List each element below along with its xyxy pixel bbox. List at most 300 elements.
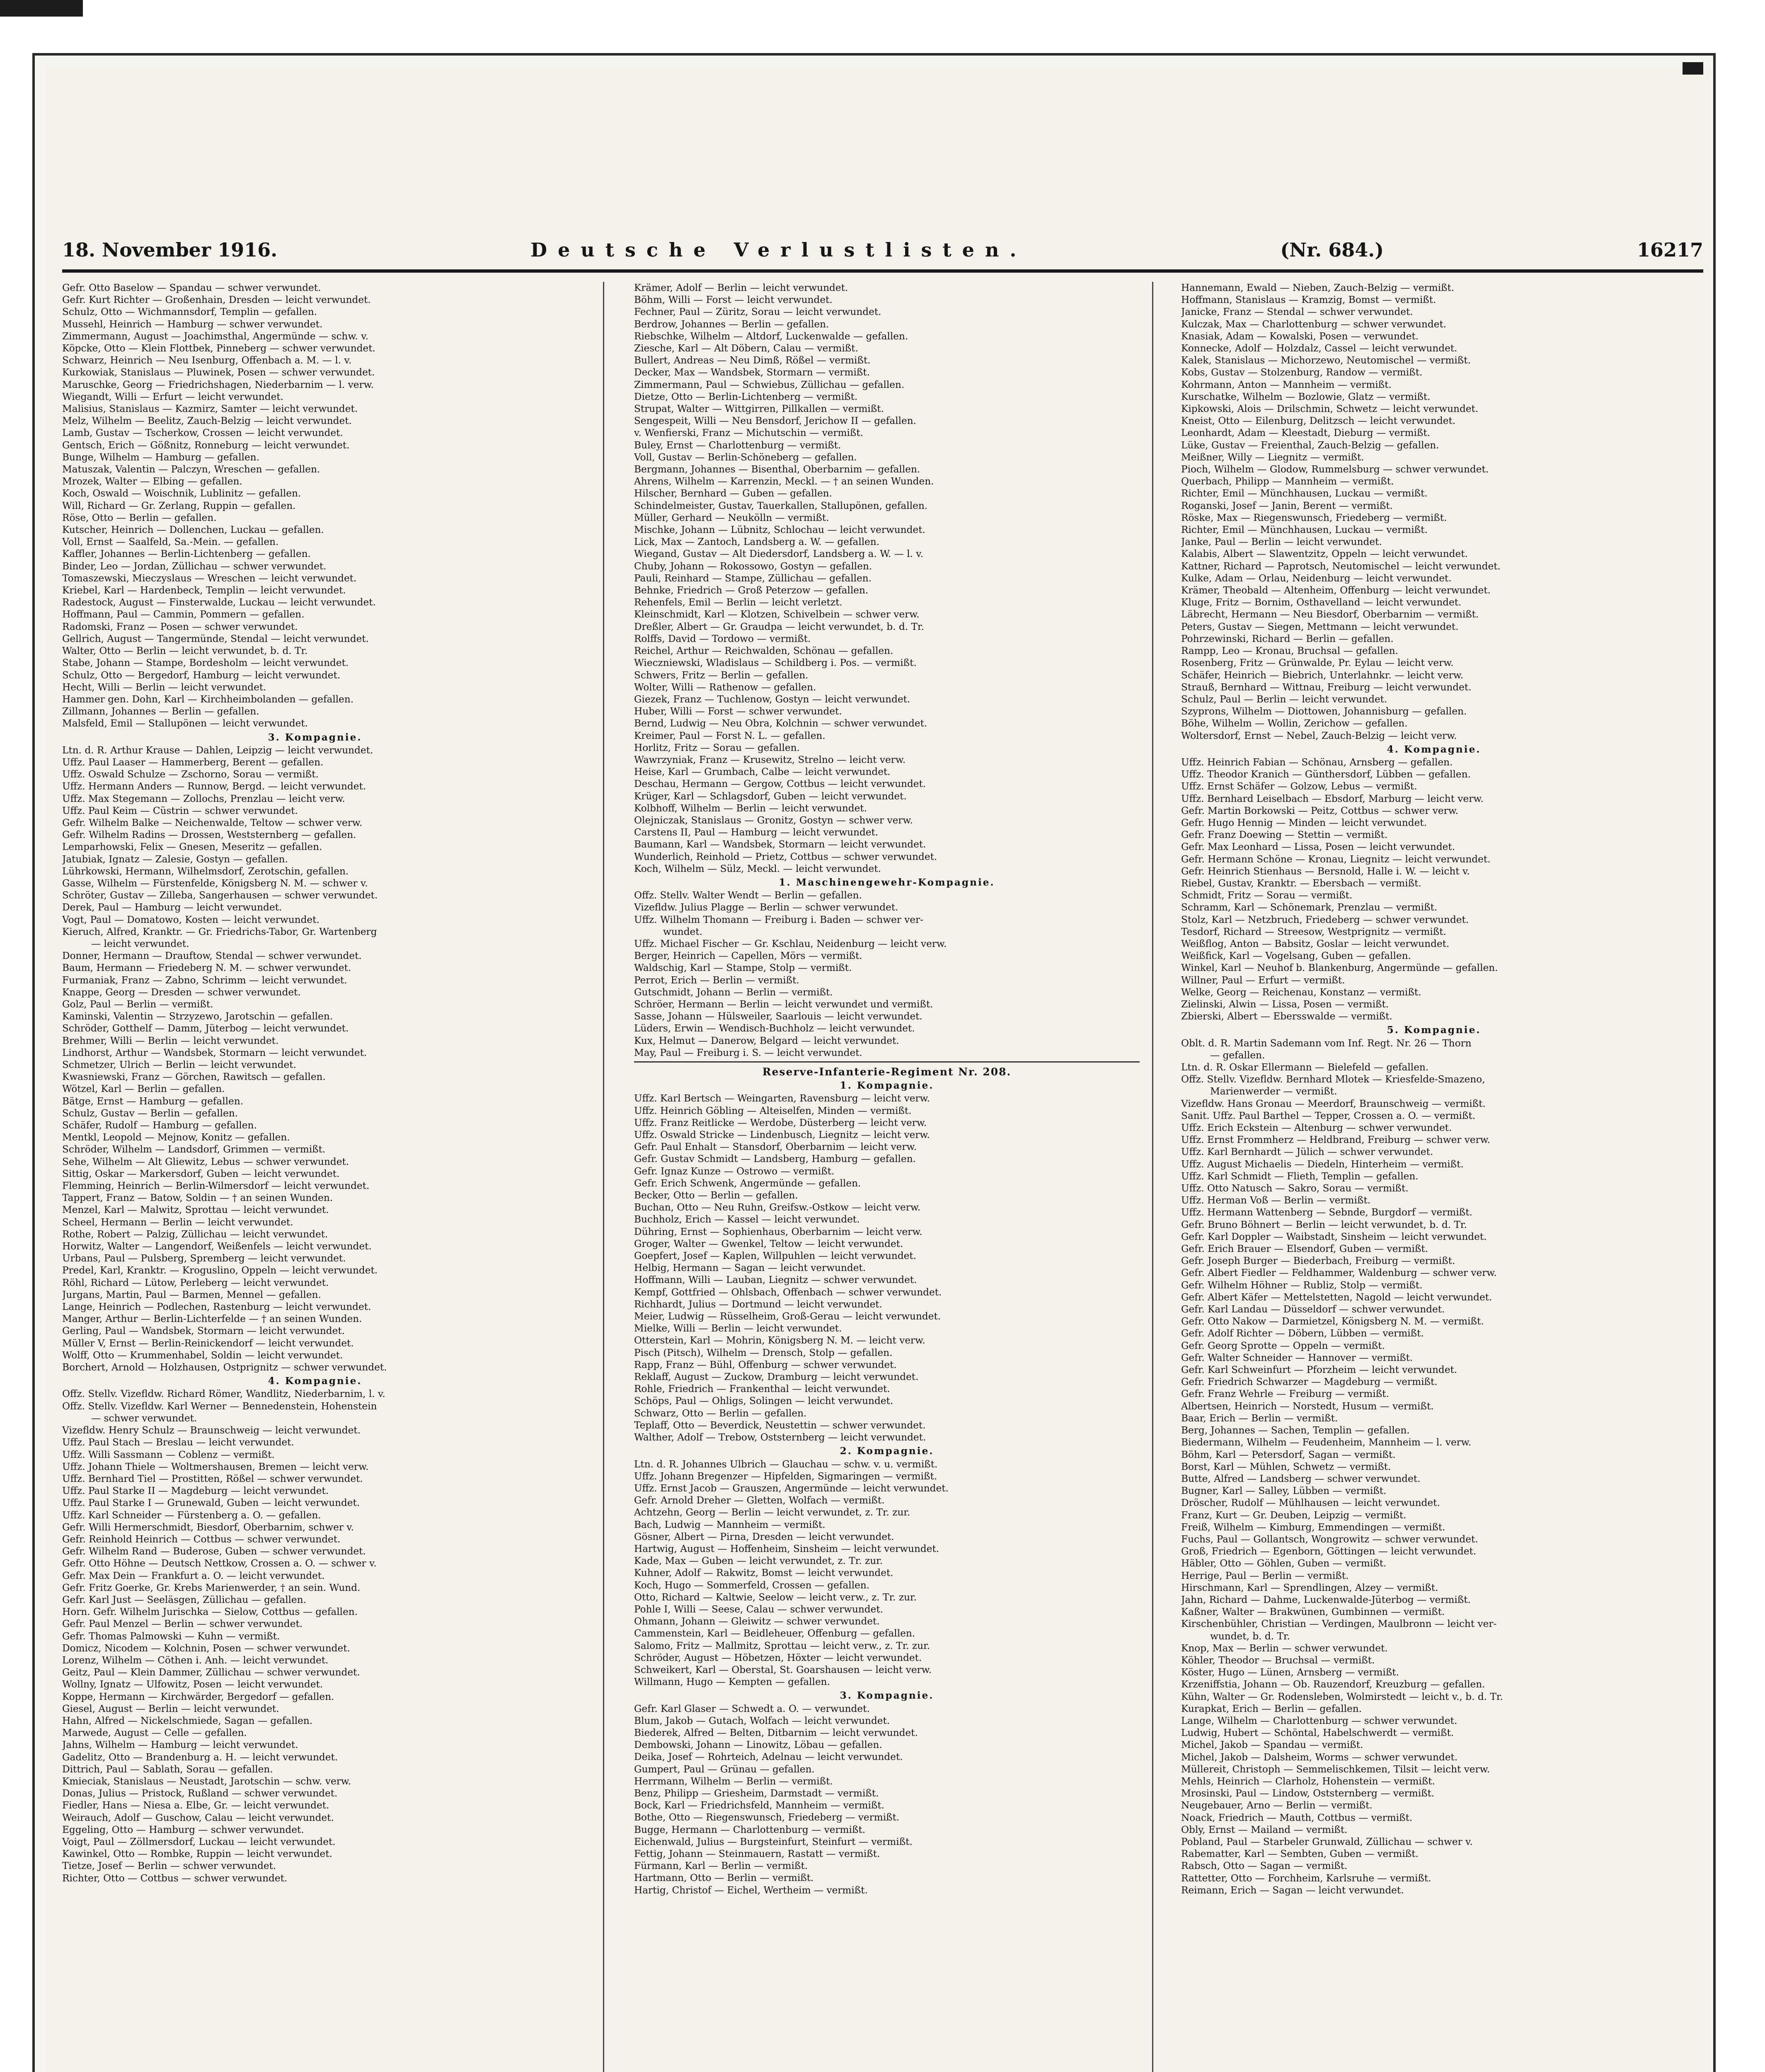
casualty-entry: Zimmermann, August — Joachimsthal, Angermünde — schw. v. — [62, 330, 368, 342]
casualty-entry: Kaminski, Valentin — Strzyzewo, Jarotschin — gefallen. — [62, 1011, 333, 1022]
casualty-entry: Schweikert, Karl — Oberstal, St. Goarshausen — leicht verw. — [634, 1664, 932, 1675]
casualty-entry: Gefr. Ignaz Kunze — Ostrowo — vermißt. — [634, 1165, 835, 1177]
casualty-entry: Welke, Georg — Reichenau, Konstanz — vermißt. — [1181, 986, 1421, 998]
casualty-entry: Perrot, Erich — Berlin — vermißt. — [634, 974, 799, 986]
casualty-entry: Binder, Leo — Jordan, Züllichau — schwer verwundet. — [62, 560, 327, 572]
casualty-entry: Uffz. Franz Reitlicke — Werdobe, Düsterberg — leicht verw. — [634, 1117, 927, 1128]
casualty-entry: Uffz. Oswald Stricke — Lindenbusch, Liegnitz — leicht verw. — [634, 1129, 930, 1141]
casualty-entry: Gösner, Albert — Pirna, Dresden — leicht verwundet. — [634, 1531, 894, 1542]
section-heading: 1. Kompagnie. — [840, 1080, 934, 1092]
casualty-entry: Uffz. Hermann Anders — Runnow, Bergd. — leicht verwundet. — [62, 781, 366, 792]
casualty-entry: Gefr. Karl Schweinfurt — Pforzheim — leicht verwundet. — [1181, 1364, 1458, 1376]
casualty-entry: Schöps, Paul — Ohligs, Solingen — leicht verwundet. — [634, 1395, 893, 1407]
column-divider-2 — [1152, 282, 1153, 2072]
casualty-entry: Radomski, Franz — Posen — schwer verwundet. — [62, 621, 298, 632]
casualty-entry: Krämer, Adolf — Berlin — leicht verwundet. — [634, 282, 848, 293]
casualty-entry: Gefr. Otto Höhne — Deutsch Nettkow, Crossen a. O. — schwer v. — [62, 1558, 377, 1569]
casualty-entry: Gefr. Paul Menzel — Berlin — schwer verwundet. — [62, 1618, 303, 1630]
casualty-entry: Gefr. Erich Brauer — Elsendorf, Guben — vermißt. — [1181, 1243, 1428, 1255]
casualty-entry: Bugner, Karl — Salley, Lübben — vermißt. — [1181, 1485, 1387, 1497]
casualty-entry: Schäfer, Heinrich — Biebrich, Unterlahnkr. — leicht verw. — [1181, 669, 1464, 681]
casualty-entry: Röhl, Richard — Lütow, Perleberg — leicht verwundet. — [62, 1277, 329, 1288]
casualty-entry: Hartmann, Otto — Berlin — vermißt. — [634, 1872, 814, 1884]
casualty-entry: Gefr. Wilhelm Balke — Neichenwalde, Teltow — schwer verw. — [62, 817, 363, 828]
casualty-entry: Zielinski, Alwin — Lissa, Posen — vermißt. — [1181, 998, 1389, 1010]
casualty-entry: Kleinschmidt, Karl — Klotzen, Schivelbein — schwer verw. — [634, 609, 920, 620]
casualty-entry: Dühring, Ernst — Sophienhaus, Oberbarnim — leicht verw. — [634, 1226, 922, 1237]
casualty-entry: Uffz. Hermann Wattenberg — Sebnde, Burgdorf — vermißt. — [1181, 1207, 1472, 1218]
casualty-entry: Buley, Ernst — Charlottenburg — vermißt. — [634, 439, 841, 451]
casualty-entry: Müller, Gerhard — Neukölln — vermißt. — [634, 512, 829, 523]
casualty-entry: Brehmer, Willi — Berlin — leicht verwundet. — [62, 1035, 279, 1046]
casualty-entry: Giesel, August — Berlin — leicht verwundet. — [62, 1703, 279, 1714]
casualty-entry: Baum, Hermann — Friedeberg N. M. — schwer verwundet. — [62, 962, 351, 974]
casualty-entry: Gefr. Max Dein — Frankfurt a. O. — leicht verwundet. — [62, 1570, 325, 1581]
casualty-entry: Hannemann, Ewald — Nieben, Zauch-Belzig — vermißt. — [1181, 282, 1455, 293]
casualty-entry: Giezek, Franz — Tuchlenow, Gostyn — leicht verwundet. — [634, 693, 910, 705]
casualty-entry: Lemparhowski, Felix — Gnesen, Meseritz — gefallen. — [62, 841, 322, 853]
casualty-entry: Gefr. Karl Glaser — Schwedt a. O. — verwundet. — [634, 1703, 870, 1714]
casualty-entry: Kempf, Gottfried — Ohlsbach, Offenbach — schwer verwundet. — [634, 1286, 942, 1298]
casualty-entry: Schindelmeister, Gustav, Tauerkallen, Stallupönen, gefallen. — [634, 500, 928, 511]
casualty-entry: Oblt. d. R. Martin Sademann vom Inf. Regt. Nr. 26 — Thorn — [1181, 1037, 1472, 1049]
casualty-entry: Gefr. Albert Fiedler — Feldhammer, Waldenburg — schwer verw. — [1181, 1267, 1497, 1279]
casualty-entry: Stabe, Johann — Stampe, Bordesholm — leicht verwundet. — [62, 657, 349, 669]
casualty-entry: Huber, Willi — Forst — schwer verwundet. — [634, 706, 842, 717]
casualty-entry: Offz. Stellv. Vizefldw. Richard Römer, Wandlitz, Niederbarnim, l. v. — [62, 1388, 385, 1400]
casualty-entry: Wiegandt, Willi — Erfurt — leicht verwundet. — [62, 391, 283, 402]
casualty-entry: Gefr. Otto Nakow — Darmietzel, Königsberg N. M. — vermißt. — [1181, 1316, 1484, 1327]
casualty-entry: Mentkl, Leopold — Mejnow, Konitz — gefallen. — [62, 1132, 290, 1143]
casualty-entry: Gefr. Gustav Schmidt — Landsberg, Hamburg — gefallen. — [634, 1153, 916, 1165]
casualty-entry: Meißner, Willy — Liegnitz — vermißt. — [1181, 451, 1364, 463]
casualty-entry: Deschau, Hermann — Gergow, Cottbus — leicht verwundet. — [634, 778, 926, 790]
casualty-entry: v. Wenfierski, Franz — Michutschin — vermißt. — [634, 427, 864, 439]
casualty-entry: Benz, Philipp — Griesheim, Darmstadt — vermißt. — [634, 1787, 879, 1799]
casualty-entry: Bach, Ludwig — Mannheim — vermißt. — [634, 1519, 826, 1530]
casualty-entry: Lamb, Gustav — Tscherkow, Crossen — leicht verwundet. — [62, 427, 343, 439]
casualty-entry: Albertsen, Heinrich — Norstedt, Husum — vermißt. — [1181, 1400, 1434, 1412]
casualty-entry: Wollny, Ignatz — Ulfowitz, Posen — leicht verwundet. — [62, 1679, 323, 1690]
casualty-entry: Richter, Emil — Münchhausen, Luckau — vermißt. — [1181, 488, 1428, 499]
casualty-entry: Wötzel, Karl — Berlin — gefallen. — [62, 1083, 225, 1095]
casualty-entry: Buchholz, Erich — Kassel — leicht verwundet. — [634, 1214, 860, 1225]
casualty-entry: Richhardt, Julius — Dortmund — leicht verwundet. — [634, 1298, 882, 1310]
casualty-entry: Gefr. Karl Doppler — Waibstadt, Sinsheim — leicht verwundet. — [1181, 1231, 1487, 1242]
casualty-entry: Voll, Ernst — Saalfeld, Sa.-Mein. — gefallen. — [62, 536, 279, 548]
casualty-entry: Gentsch, Erich — Gößnitz, Ronneburg — leicht verwundet. — [62, 439, 350, 451]
casualty-entry: Gefr. Albert Käfer — Mettelstetten, Nagold — leicht verwundet. — [1181, 1291, 1492, 1303]
casualty-entry: Sehe, Wilhelm — Alt Gliewitz, Lebus — schwer verwundet. — [62, 1156, 349, 1167]
casualty-entry: Urbans, Paul — Pulsberg, Spremberg — leicht verwundet. — [62, 1253, 346, 1264]
casualty-entry: Mischke, Johann — Lübnitz, Schlochau — leicht verwundet. — [634, 524, 925, 536]
casualty-entry: Strauß, Bernhard — Wittnau, Freiburg — leicht verwundet. — [1181, 681, 1472, 693]
casualty-entry: Uffz. Oswald Schulze — Zschorno, Sorau — vermißt. — [62, 769, 319, 780]
casualty-entry: Bergmann, Johannes — Bisenthal, Oberbarnim — gefallen. — [634, 464, 920, 475]
section-heading: 1. Maschinengewehr-Kompagnie. — [779, 876, 995, 888]
casualty-entry: Donas, Julius — Pristock, Rußland — schwer verwundet. — [62, 1788, 338, 1799]
casualty-entry: Becker, Otto — Berlin — gefallen. — [634, 1190, 798, 1201]
casualty-entry: Uffz. Wilhelm Thomann — Freiburg i. Baden — schwer ver- — [634, 914, 924, 925]
casualty-entry: Offz. Stellv. Vizefldw. Karl Werner — Bennedenstein, Hohenstein — [62, 1400, 377, 1412]
casualty-entry: Gefr. Adolf Richter — Döbern, Lübben — vermißt. — [1181, 1328, 1424, 1339]
casualty-entry: Kade, Max — Guben — leicht verwundet, z. Tr. zur. — [634, 1555, 883, 1567]
casualty-entry: Offz. Stellv. Vizefldw. Bernhard Mlotek — Kriesfelde-Smazeno, — [1181, 1074, 1485, 1085]
casualty-entry: Röse, Otto — Berlin — gefallen. — [62, 512, 217, 523]
casualty-entry: Weißflog, Anton — Babsitz, Goslar — leicht verwundet. — [1181, 938, 1450, 949]
list-entry-continuation: Marienwerder — vermißt. — [1210, 1086, 1337, 1097]
casualty-entry: Wawrzyniak, Franz — Krusewitz, Strelno — leicht verw. — [634, 754, 906, 765]
casualty-entry: Uffz. Ernst Jacob — Grauszen, Angermünde — leicht verwundet. — [634, 1482, 949, 1494]
casualty-entry: Hoffmann, Stanislaus — Kramzig, Bomst — vermißt. — [1181, 294, 1436, 306]
casualty-entry: Rattetter, Otto — Forchheim, Karlsruhe — vermißt. — [1181, 1872, 1431, 1884]
casualty-entry: Behnke, Friedrich — Groß Peterzow — gefallen. — [634, 585, 869, 596]
casualty-entry: Derek, Paul — Hamburg — leicht verwundet. — [62, 902, 282, 913]
casualty-entry: Ludwig, Hubert — Schöntal, Habelschwerdt — vermißt. — [1181, 1727, 1454, 1739]
casualty-entry: Rehenfels, Emil — Berlin — leicht verletzt. — [634, 597, 843, 608]
casualty-entry: Uffz. Karl Bernhardt — Jülich — schwer verwundet. — [1181, 1146, 1433, 1158]
column-2 — [634, 282, 1140, 2072]
casualty-entry: Schwarz, Heinrich — Neu Isenburg, Offenbach a. M. — l. v. — [62, 355, 352, 366]
casualty-entry: Schulz, Otto — Wichmannsdorf, Templin — gefallen. — [62, 306, 317, 318]
casualty-entry: Herrige, Paul — Berlin — vermißt. — [1181, 1570, 1349, 1581]
casualty-entry: Gefr. Franz Wehrle — Freiburg — vermißt. — [1181, 1388, 1389, 1400]
casualty-entry: Sengespeit, Willi — Neu Bensdorf, Jerichow II — gefallen. — [634, 415, 917, 427]
casualty-entry: Wunderlich, Reinhold — Prietz, Cottbus — schwer verwundet. — [634, 851, 937, 862]
casualty-entry: Häbler, Otto — Göhlen, Guben — vermißt. — [1181, 1558, 1387, 1569]
casualty-entry: Kriebel, Karl — Hardenbeck, Templin — leicht verwundet. — [62, 585, 346, 596]
casualty-entry: Bunge, Wilhelm — Hamburg — gefallen. — [62, 451, 259, 463]
list-entry-continuation: — gefallen. — [1210, 1049, 1265, 1061]
publication-title: Deutsche Verlustlisten. — [530, 239, 1027, 261]
casualty-entry: Kneist, Otto — Eilenburg, Delitzsch — leicht verwundet. — [1181, 415, 1456, 427]
top-right-tear — [1683, 62, 1703, 75]
casualty-entry: Kurkowiak, Stanislaus — Pluwinek, Posen — schwer verwundet. — [62, 367, 375, 378]
section-heading: 5. Kompagnie. — [1387, 1024, 1481, 1036]
casualty-entry: Kalabis, Albert — Slawentzitz, Oppeln — leicht verwundet. — [1181, 548, 1468, 560]
casualty-entry: Wolter, Willi — Rathenow — gefallen. — [634, 681, 816, 693]
casualty-entry: Menzel, Karl — Malwitz, Sprottau — leicht verwundet. — [62, 1204, 329, 1216]
casualty-entry: Kulke, Adam — Orlau, Neidenburg — leicht verwundet. — [1181, 572, 1452, 584]
column-3 — [1181, 282, 1687, 2072]
casualty-entry: Uffz. Paul Stach — Breslau — leicht verwundet. — [62, 1437, 294, 1448]
casualty-entry: Kawinkel, Otto — Rombke, Ruppin — leicht verwundet. — [62, 1848, 332, 1860]
casualty-entry: Roganski, Josef — Janin, Berent — vermißt. — [1181, 500, 1393, 511]
casualty-entry: Pohrzewinski, Richard — Berlin — gefallen. — [1181, 633, 1394, 644]
casualty-entry: Fürmann, Karl — Berlin — vermißt. — [634, 1860, 808, 1872]
casualty-entry: Hammer gen. Dohn, Karl — Kirchheimbolanden — gefallen. — [62, 693, 354, 705]
casualty-entry: Schwarz, Otto — Berlin — gefallen. — [634, 1407, 807, 1419]
casualty-entry: Schröder, Wilhelm — Landsdorf, Grimmen — vermißt. — [62, 1144, 326, 1155]
casualty-entry: Willner, Paul — Erfurt — vermißt. — [1181, 974, 1345, 986]
casualty-entry: Winkel, Karl — Neuhof b. Blankenburg, Angermünde — gefallen. — [1181, 962, 1498, 974]
casualty-entry: Schröder, August — Höbetzen, Höxter — leicht verwundet. — [634, 1652, 922, 1663]
casualty-entry: Böhm, Karl — Petersdorf, Sagan — vermißt. — [1181, 1449, 1396, 1460]
casualty-entry: Dietze, Otto — Berlin-Lichtenberg — vermißt. — [634, 391, 858, 402]
casualty-entry: Herrmann, Wilhelm — Berlin — vermißt. — [634, 1775, 833, 1787]
casualty-entry: Mussehl, Heinrich — Hamburg — schwer verwundet. — [62, 318, 323, 330]
casualty-entry: Melz, Wilhelm — Beelitz, Zauch-Belzig — leicht verwundet. — [62, 415, 352, 427]
casualty-entry: Szyprons, Wilhelm — Diottowen, Johannisburg — gefallen. — [1181, 706, 1467, 717]
casualty-entry: Walther, Adolf — Trebow, Oststernberg — leicht verwundet. — [634, 1432, 926, 1443]
casualty-entry: Dreßler, Albert — Gr. Graudpa — leicht verwundet, b. d. Tr. — [634, 621, 924, 632]
casualty-entry: Kurapkat, Erich — Berlin — gefallen. — [1181, 1703, 1362, 1714]
casualty-entry: Bothe, Otto — Riegenswunsch, Friedeberg — vermißt. — [634, 1812, 900, 1823]
casualty-entry: Kreimer, Paul — Forst N. L. — gefallen. — [634, 730, 826, 741]
casualty-entry: Böhe, Wilhelm — Wollin, Zerichow — gefallen. — [1181, 718, 1408, 729]
casualty-entry: Hartwig, August — Hoffenheim, Sinsheim — leicht verwundet. — [634, 1543, 939, 1554]
casualty-entry: Kattner, Richard — Paprotsch, Neutomischel — leicht verwundet. — [1181, 560, 1501, 572]
casualty-entry: Kluge, Fritz — Bornim, Osthavelland — leicht verwundet. — [1181, 597, 1462, 608]
casualty-entry: Schmidt, Fritz — Sorau — vermißt. — [1181, 890, 1353, 901]
casualty-entry: Ltn. d. R. Johannes Ulbrich — Glauchau — schw. v. u. vermißt. — [634, 1458, 938, 1470]
casualty-entry: Berger, Heinrich — Capellen, Mörs — vermißt. — [634, 950, 862, 962]
casualty-entry: Läbrecht, Hermann — Neu Biesdorf, Oberbarnim — vermißt. — [1181, 609, 1479, 620]
list-entry-continuation: — leicht verwundet. — [91, 938, 189, 949]
casualty-entry: Kmieciak, Stanislaus — Neustadt, Jarotschin — schw. verw. — [62, 1775, 351, 1787]
casualty-entry: Rabematter, Karl — Sembten, Guben — vermißt. — [1181, 1848, 1419, 1860]
list-entry-continuation: wundet. — [663, 926, 702, 937]
column-divider-1 — [603, 282, 604, 2072]
issue-number: (Nr. 684.) — [1280, 239, 1384, 261]
casualty-entry: Wolff, Otto — Krummenhabel, Soldin — leicht verwundet. — [62, 1349, 343, 1361]
casualty-entry: Helbig, Hermann — Sagan — leicht verwundet. — [634, 1262, 866, 1274]
casualty-entry: Tesdorf, Richard — Streesow, Westprignitz — vermißt. — [1181, 926, 1446, 937]
casualty-entry: Malsfeld, Emil — Stallupönen — leicht verwundet. — [62, 718, 308, 729]
casualty-entry: Tappert, Franz — Batow, Soldin — † an seinen Wunden. — [62, 1192, 333, 1204]
casualty-entry: Jahns, Wilhelm — Hamburg — leicht verwundet. — [62, 1739, 298, 1751]
casualty-entry: Böhm, Willi — Forst — leicht verwundet. — [634, 294, 833, 306]
casualty-entry: Bugge, Hermann — Charlottenburg — vermißt. — [634, 1824, 866, 1835]
casualty-entry: Vizefldw. Hans Gronau — Meerdorf, Braunschweig — vermißt. — [1181, 1098, 1486, 1109]
casualty-entry: Borchert, Arnold — Holzhausen, Ostprignitz — schwer verwundet. — [62, 1362, 387, 1373]
casualty-entry: Uffz. Otto Natusch — Sakro, Sorau — vermißt. — [1181, 1183, 1409, 1194]
casualty-entry: Biedermann, Wilhelm — Feudenheim, Mannheim — l. verw. — [1181, 1437, 1472, 1448]
casualty-entry: Gefr. Joseph Burger — Biederbach, Freiburg — vermißt. — [1181, 1255, 1455, 1267]
casualty-entry: Kobs, Gustav — Stolzenburg, Randow — vermißt. — [1181, 367, 1423, 378]
casualty-entry: Koch, Wilhelm — Sülz, Meckl. — leicht verwundet. — [634, 863, 881, 874]
casualty-entry: Gefr. Reinhold Heinrich — Cottbus — schwer verwundet. — [62, 1533, 341, 1545]
casualty-entry: Hartig, Christof — Eichel, Wertheim — vermißt. — [634, 1884, 868, 1896]
casualty-entry: Reklaff, August — Zuckow, Dramburg — leicht verwundet. — [634, 1371, 919, 1383]
casualty-entry: Strupat, Walter — Wittgirren, Pillkallen — vermißt. — [634, 403, 884, 415]
casualty-entry: Franz, Kurt — Gr. Deuben, Leipzig — vermißt. — [1181, 1509, 1407, 1521]
casualty-entry: Mrosinski, Paul — Lindow, Oststernberg — vermißt. — [1181, 1788, 1435, 1799]
casualty-entry: Rabsch, Otto — Sagan — vermißt. — [1181, 1860, 1348, 1872]
casualty-entry: Teplaff, Otto — Beverdick, Neustettin — schwer verwundet. — [634, 1419, 926, 1431]
issue-date: 18. November 1916. — [62, 239, 278, 261]
casualty-entry: Gellrich, August — Tangermünde, Stendal — leicht verwundet. — [62, 633, 369, 644]
casualty-entry: Kulczak, Max — Charlottenburg — schwer verwundet. — [1181, 318, 1447, 330]
casualty-entry: Jatubiak, Ignatz — Zalesie, Gostyn — gefallen. — [62, 853, 288, 865]
casualty-entry: Gefr. Arnold Dreher — Gletten, Wolfach — vermißt. — [634, 1495, 885, 1506]
casualty-entry: Pauli, Reinhard — Stampe, Züllichau — gefallen. — [634, 572, 872, 584]
section-heading: 2. Kompagnie. — [840, 1445, 934, 1457]
casualty-entry: Leonhardt, Adam — Kleestadt, Dieburg — vermißt. — [1181, 427, 1431, 439]
casualty-entry: Müllereit, Christoph — Semmelischkemen, Tilsit — leicht verw. — [1181, 1763, 1490, 1775]
casualty-entry: Olejniczak, Stanislaus — Gronitz, Gostyn — schwer verw. — [634, 814, 913, 826]
casualty-entry: Richter, Otto — Cottbus — schwer verwundet. — [62, 1872, 288, 1884]
casualty-entry: Obly, Ernst — Mailand — vermißt. — [1181, 1824, 1348, 1835]
casualty-entry: Voll, Gustav — Berlin-Schöneberg — gefallen. — [634, 451, 857, 463]
casualty-entry: Rapp, Franz — Bühl, Offenburg — schwer verwundet. — [634, 1359, 897, 1370]
casualty-entry: Uffz. Ernst Schäfer — Golzow, Lebus — vermißt. — [1181, 781, 1417, 792]
casualty-entry: Rampp, Leo — Kronau, Bruchsal — gefallen. — [1181, 645, 1398, 657]
casualty-entry: Sanit. Uffz. Paul Barthel — Tepper, Crossen a. O. — vermißt. — [1181, 1110, 1476, 1121]
casualty-entry: Golz, Paul — Berlin — vermißt. — [62, 998, 213, 1010]
casualty-entry: Uffz. Johann Bregenzer — Hipfelden, Sigmaringen — vermißt. — [634, 1470, 937, 1482]
casualty-entry: Geitz, Paul — Klein Dammer, Züllichau — schwer verwundet. — [62, 1667, 360, 1678]
casualty-entry: Neugebauer, Arno — Berlin — vermißt. — [1181, 1800, 1373, 1811]
casualty-entry: Tietze, Josef — Berlin — schwer verwundet. — [62, 1860, 276, 1872]
casualty-entry: Köhler, Theodor — Bruchsal — vermißt. — [1181, 1654, 1375, 1666]
casualty-entry: Donner, Hermann — Drauftow, Stendal — schwer verwundet. — [62, 950, 362, 962]
casualty-entry: Rothe, Robert — Palzig, Züllichau — leicht verwundet. — [62, 1228, 328, 1240]
column-1 — [62, 282, 568, 2072]
casualty-entry: Uffz. Michael Fischer — Gr. Kschlau, Neidenburg — leicht verw. — [634, 938, 947, 949]
casualty-entry: Matuszak, Valentin — Palczyn, Wreschen — gefallen. — [62, 464, 320, 475]
casualty-entry: Zbierski, Albert — Ebersswalde — vermißt. — [1181, 1011, 1392, 1022]
casualty-entry: Gefr. Kurt Richter — Großenhain, Dresden — leicht verwundet. — [62, 294, 371, 306]
casualty-entry: Uffz. Paul Laaser — Hammerberg, Berent — gefallen. — [62, 756, 324, 768]
casualty-entry: Schmetzer, Ulrich — Berlin — leicht verwundet. — [62, 1059, 296, 1070]
casualty-entry: Lindhorst, Arthur — Wandsbek, Stormarn — leicht verwundet. — [62, 1047, 367, 1058]
casualty-entry: Furmaniak, Franz — Zabno, Schrimm — leicht verwundet. — [62, 974, 347, 986]
casualty-entry: Jurgans, Martin, Paul — Barmen, Mennel — gefallen. — [62, 1289, 321, 1300]
casualty-entry: Bullert, Andreas — Neu Dimß, Rößel — vermißt. — [634, 355, 871, 366]
casualty-entry: Uffz. Theodor Kranich — Günthersdorf, Lübben — gefallen. — [1181, 769, 1471, 780]
casualty-entry: Mehls, Heinrich — Clarholz, Hohenstein — vermißt. — [1181, 1775, 1435, 1787]
casualty-entry: Uffz. Bernhard Tiel — Prostitten, Rößel — schwer verwundet. — [62, 1473, 363, 1484]
casualty-entry: Riebel, Gustav, Kranktr. — Ebersbach — vermißt. — [1181, 877, 1421, 889]
casualty-entry: Kwasniewski, Franz — Görchen, Rawitsch — gefallen. — [62, 1071, 326, 1083]
casualty-entry: Gefr. Wilhelm Höhner — Rubliz, Stolp — vermißt. — [1181, 1279, 1423, 1291]
casualty-entry: Krämer, Theobald — Altenheim, Offenburg — leicht verwundet. — [1181, 585, 1491, 596]
casualty-entry: Gefr. Franz Doewing — Stettin — vermißt. — [1181, 829, 1388, 841]
casualty-entry: Berg, Johannes — Sachen, Templin — gefallen. — [1181, 1425, 1410, 1436]
casualty-entry: Riebschke, Wilhelm — Altdorf, Luckenwalde — gefallen. — [634, 330, 908, 342]
casualty-entry: Horwitz, Walter — Langendorf, Weißenfels — leicht verwundet. — [62, 1241, 372, 1252]
casualty-entry: Richter, Emil — Münchhausen, Luckau — vermißt. — [1181, 524, 1428, 536]
casualty-entry: Will, Richard — Gr. Zerlang, Ruppin — gefallen. — [62, 500, 296, 511]
casualty-entry: Cammenstein, Karl — Beidleheuer, Offenburg — gefallen. — [634, 1628, 915, 1639]
casualty-entry: Weißfick, Karl — Vogelsang, Guben — gefallen. — [1181, 950, 1411, 962]
casualty-entry: Otterstein, Karl — Mohrin, Königsberg N. M. — leicht verw. — [634, 1335, 925, 1346]
casualty-entry: Michel, Jakob — Spandau — vermißt. — [1181, 1739, 1363, 1751]
casualty-entry: Noack, Friedrich — Mauth, Cottbus — vermißt. — [1181, 1812, 1413, 1823]
casualty-entry: Schröder, Gotthelf — Damm, Jüterbog — leicht verwundet. — [62, 1023, 349, 1034]
casualty-entry: Domicz, Nicodem — Kolchnin, Posen — schwer verwundet. — [62, 1642, 350, 1654]
casualty-entry: Offz. Stellv. Walter Wendt — Berlin — gefallen. — [634, 890, 862, 901]
casualty-entry: Uffz. Karl Schneider — Fürstenberg a. O. — gefallen. — [62, 1509, 321, 1521]
casualty-entry: Ltn. d. R. Oskar Ellermann — Bielefeld — gefallen. — [1181, 1062, 1429, 1073]
casualty-entry: Uffz. Paul Keim — Cüstrin — schwer verwundet. — [62, 805, 298, 816]
casualty-entry: Kutscher, Heinrich — Dollenchen, Luckau — gefallen. — [62, 524, 324, 536]
casualty-entry: Sasse, Johann — Hülsweiler, Saarlouis — leicht verwundet. — [634, 1011, 922, 1022]
casualty-entry: Sittig, Oskar — Markersdorf, Guben — leicht verwundet. — [62, 1168, 340, 1179]
casualty-entry: Kaffler, Johannes — Berlin-Lichtenberg — gefallen. — [62, 548, 311, 560]
casualty-entry: Gefr. Wilhelm Rand — Buderose, Guben — schwer verwundet. — [62, 1546, 366, 1557]
casualty-entry: Lührkowski, Hermann, Wilhelmsdorf, Zerotschin, gefallen. — [62, 865, 349, 877]
casualty-entry: Goepfert, Josef — Kaplen, Willpuhlen — leicht verwundet. — [634, 1250, 917, 1262]
casualty-entry: Vizefldw. Henry Schulz — Braunschweig — leicht verwundet. — [62, 1425, 361, 1436]
casualty-entry: Peters, Gustav — Siegen, Mettmann — leicht verwundet. — [1181, 621, 1459, 632]
casualty-entry: Schröter, Gustav — Zilleba, Sangerhausen — schwer verwundet. — [62, 890, 378, 901]
list-entry-continuation: — schwer verwundet. — [91, 1412, 197, 1424]
casualty-entry: Eggeling, Otto — Hamburg — schwer verwundet. — [62, 1824, 304, 1835]
casualty-entry: Otto, Richard — Kaltwie, Seelow — leicht verw., z. Tr. zur. — [634, 1591, 917, 1603]
casualty-entry: Salomo, Fritz — Mallmitz, Sprottau — leicht verw., z. Tr. zur. — [634, 1640, 930, 1651]
casualty-entry: Wiegand, Gustav — Alt Diedersdorf, Landsberg a. W. — l. v. — [634, 548, 924, 560]
casualty-entry: Manger, Arthur — Berlin-Lichterfelde — † an seinen Wunden. — [62, 1313, 362, 1325]
casualty-entry: Dembowski, Johann — Linowitz, Löbau — gefallen. — [634, 1739, 882, 1751]
casualty-entry: Fettig, Johann — Steinmauern, Rastatt — vermißt. — [634, 1848, 880, 1859]
casualty-entry: Bernd, Ludwig — Neu Obra, Kolchnin — schwer verwundet. — [634, 718, 927, 729]
casualty-entry: Rohle, Friedrich — Frankenthal — leicht verwundet. — [634, 1383, 890, 1395]
casualty-entry: Gasse, Wilhelm — Fürstenfelde, Königsberg N. M. — schwer v. — [62, 877, 368, 889]
casualty-entry: Querbach, Philipp — Mannheim — vermißt. — [1181, 476, 1394, 487]
casualty-entry: Schröer, Hermann — Berlin — leicht verwundet und vermißt. — [634, 998, 933, 1010]
casualty-entry: Ohmann, Johann — Gleiwitz — schwer verwundet. — [634, 1616, 880, 1627]
casualty-entry: Ahrens, Wilhelm — Karrenzin, Meckl. — † an seinen Wunden. — [634, 476, 934, 487]
casualty-entry: Pisch (Pitsch), Wilhelm — Drensch, Stolp — gefallen. — [634, 1347, 893, 1358]
casualty-entry: Baar, Erich — Berlin — vermißt. — [1181, 1412, 1338, 1424]
casualty-entry: Groger, Walter — Gwenkel, Teltow — leicht verwundet. — [634, 1238, 903, 1249]
casualty-entry: Lorenz, Wilhelm — Cöthen i. Anh. — leicht verwundet. — [62, 1654, 329, 1666]
casualty-entry: Kux, Helmut — Danerow, Belgard — leicht verwundet. — [634, 1035, 899, 1046]
casualty-entry: Hahn, Alfred — Nickelschmiede, Sagan — gefallen. — [62, 1715, 313, 1726]
casualty-entry: Lange, Heinrich — Podlechen, Rastenburg — leicht verwundet. — [62, 1301, 371, 1313]
casualty-entry: Röske, Max — Riegenswunsch, Friedeberg — vermißt. — [1181, 512, 1447, 523]
casualty-entry: Mielke, Willi — Berlin — leicht verwundet. — [634, 1323, 842, 1334]
casualty-entry: Horlitz, Fritz — Sorau — gefallen. — [634, 742, 800, 753]
casualty-entry: Malisius, Stanislaus — Kazmirz, Samter — leicht verwundet. — [62, 403, 358, 415]
casualty-entry: Gefr. Heinrich Stienhaus — Bersnold, Halle i. W. — leicht v. — [1181, 865, 1470, 877]
casualty-entry: Koch, Hugo — Sommerfeld, Crossen — gefallen. — [634, 1579, 870, 1591]
casualty-entry: Willmann, Hugo — Kempten — gefallen. — [634, 1676, 830, 1688]
header-rule — [62, 269, 1703, 273]
section-heading: 4. Kompagnie. — [268, 1375, 362, 1387]
casualty-entry: Gefr. Walter Schneider — Hannover — vermißt. — [1181, 1352, 1413, 1363]
casualty-entry: Marwede, August — Celle — gefallen. — [62, 1727, 247, 1739]
casualty-entry: Uffz. Bernhard Leiselbach — Ebsdorf, Marburg — leicht verw. — [1181, 793, 1484, 804]
casualty-entry: Koppe, Hermann — Kirchwärder, Bergedorf — gefallen. — [62, 1691, 334, 1702]
casualty-entry: Lüders, Erwin — Wendisch-Buchholz — leicht verwundet. — [634, 1023, 915, 1034]
casualty-entry: Predel, Karl, Kranktr. — Kroguslino, Oppeln — leicht verwundet. — [62, 1265, 378, 1276]
casualty-entry: Gefr. Willi Hermerschmidt, Biesdorf, Oberbarnim, schwer v. — [62, 1521, 354, 1533]
casualty-entry: Waldschig, Karl — Stampe, Stolp — vermißt. — [634, 962, 852, 974]
casualty-entry: Ltn. d. R. Arthur Krause — Dahlen, Leipzig — leicht verwundet. — [62, 744, 373, 756]
regiment-heading: Reserve-Infanterie-Regiment Nr. 208. — [762, 1066, 1012, 1078]
page-number: 16217 — [1637, 239, 1703, 261]
casualty-entry: Kieruch, Alfred, Kranktr. — Gr. Friedrichs-Tabor, Gr. Wartenberg — [62, 926, 377, 937]
list-entry-continuation: wundet, b. d. Tr. — [1210, 1630, 1290, 1642]
casualty-entry: Knappe, Georg — Dresden — schwer verwundet. — [62, 986, 301, 998]
casualty-entry: Janicke, Franz — Stendal — schwer verwundet. — [1181, 306, 1413, 318]
casualty-entry: Fuchs, Paul — Gollantsch, Wongrowitz — schwer verwundet. — [1181, 1533, 1478, 1545]
casualty-entry: Meier, Ludwig — Rüsselheim, Groß-Gerau — leicht verwundet. — [634, 1311, 941, 1322]
casualty-entry: Gefr. Georg Sprotte — Oppeln — vermißt. — [1181, 1340, 1385, 1351]
casualty-entry: Carstens II, Paul — Hamburg — leicht verwundet. — [634, 827, 879, 838]
casualty-entry: Zillmann, Johannes — Berlin — gefallen. — [62, 706, 259, 717]
casualty-entry: Gefr. Thomas Palmowski — Kuhn — vermißt. — [62, 1630, 280, 1642]
casualty-entry: Gefr. Hermann Schöne — Kronau, Liegnitz — leicht verwundet. — [1181, 853, 1491, 865]
casualty-entry: Decker, Max — Wandsbek, Stormarn — vermißt. — [634, 367, 870, 378]
casualty-entry: Uffz. Max Stegemann — Zollochs, Prenzlau — leicht verw. — [62, 793, 345, 804]
casualty-entry: Freiß, Wilhelm — Kimburg, Emmendingen — vermißt. — [1181, 1521, 1445, 1533]
casualty-entry: Bätge, Ernst — Hamburg — gefallen. — [62, 1095, 244, 1107]
casualty-entry: Gefr. Otto Baselow — Spandau — schwer verwundet. — [62, 282, 321, 293]
